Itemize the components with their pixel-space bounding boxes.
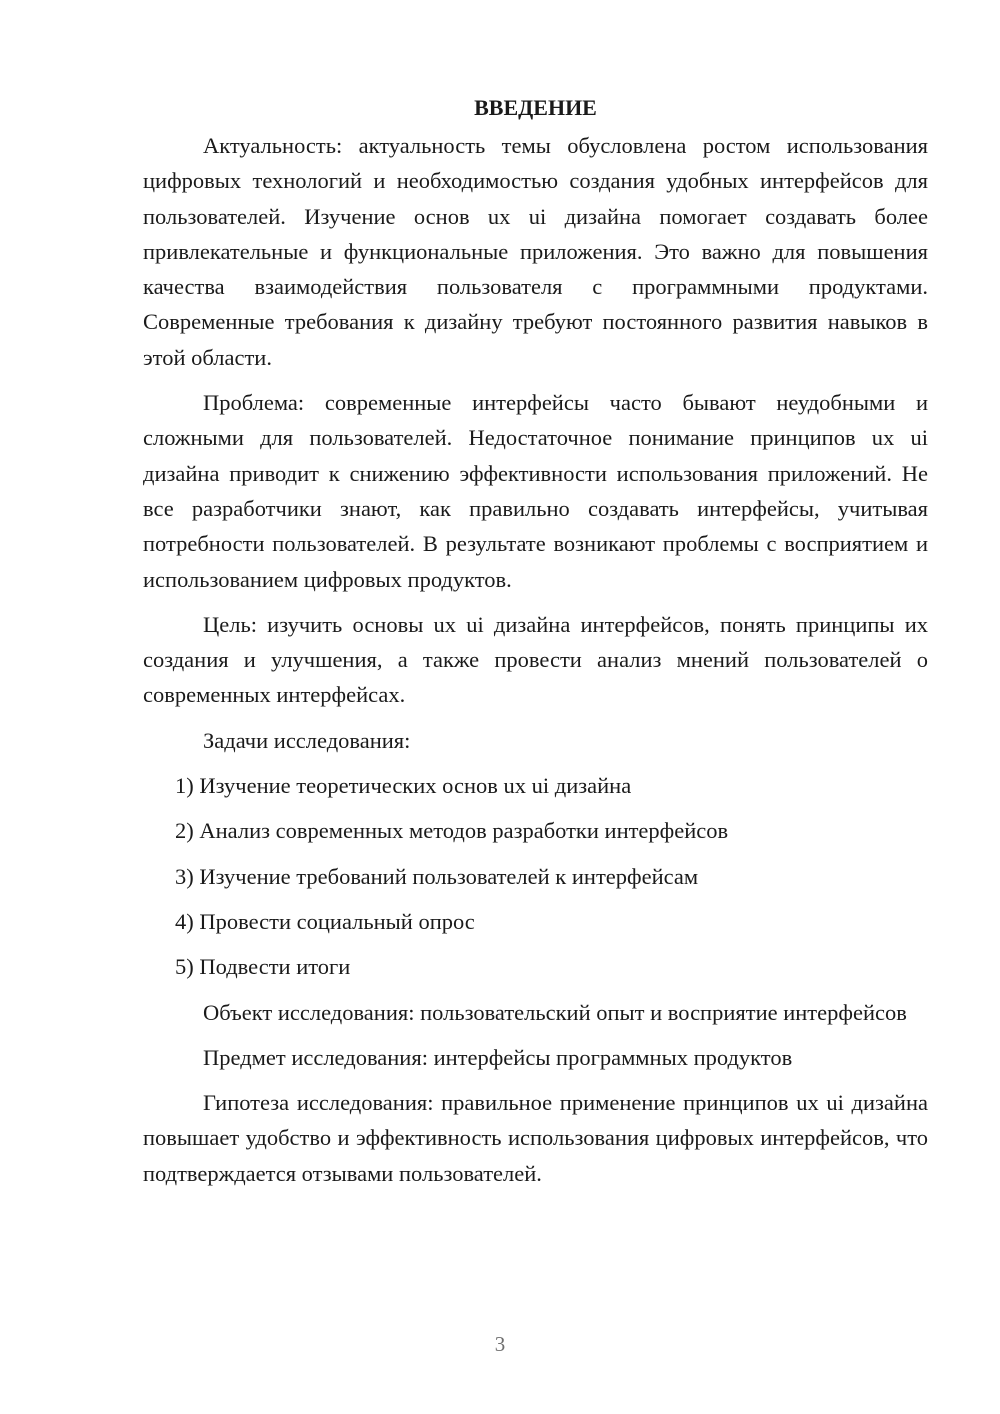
page-heading: ВВЕДЕНИЕ (474, 95, 597, 120)
task-item: 4) Провести социальный опрос (175, 908, 475, 934)
problem-paragraph: Проблема: современные интерфейсы часто бывают неудобными и сложными для пользователей. Недостаточное понимание принципов ux ui дизайна приводит к снижению эффективности использования приложений. Не все разработчики знают, как правильно создавать интерфейсы, учитывая потребности пользователей. В результате возникают проблемы с восприятием и использованием цифровых продуктов. (143, 390, 928, 592)
task-item: 2) Анализ современных методов разработки интерфейсов (175, 818, 729, 844)
tasks-title: Задачи исследования: (203, 727, 411, 753)
hypothesis-paragraph: Гипотеза исследования: правильное применение принципов ux ui дизайна повышает удобство и эффективность использования цифровых интерфейсов, что подтверждается отзывами пользователей. (143, 1090, 928, 1186)
page-number: 3 (494, 1332, 506, 1356)
task-item: 3) Изучение требований пользователей к интерфейсам (175, 863, 699, 889)
task-item: 1) Изучение теоретических основ ux ui дизайна (175, 773, 632, 799)
subject-paragraph: Предмет исследования: интерфейсы программных продуктов (203, 1044, 793, 1070)
relevance-paragraph: Актуальность: актуальность темы обусловлена ростом использования цифровых технологий и необходимостью создания удобных интерфейсов для пользователей. Изучение основ ux ui дизайна помогает создавать более привлекательные и функциональные приложения. Это важно для повышения качества взаимодействия пользователя с программными продуктами. Современные требования к дизайну требуют постоянного развития навыков в этой области. (143, 133, 928, 370)
page-content (143, 90, 928, 1201)
goal-paragraph: Цель: изучить основы ux ui дизайна интерфейсов, понять принципы их создания и улучшения, а также провести анализ мнений пользователей о современных интерфейсах. (143, 611, 928, 708)
tasks-list (143, 768, 928, 984)
object-paragraph: Объект исследования: пользовательский опыт и восприятие интерфейсов (203, 999, 907, 1025)
task-item: 5) Подвести итоги (175, 954, 351, 980)
